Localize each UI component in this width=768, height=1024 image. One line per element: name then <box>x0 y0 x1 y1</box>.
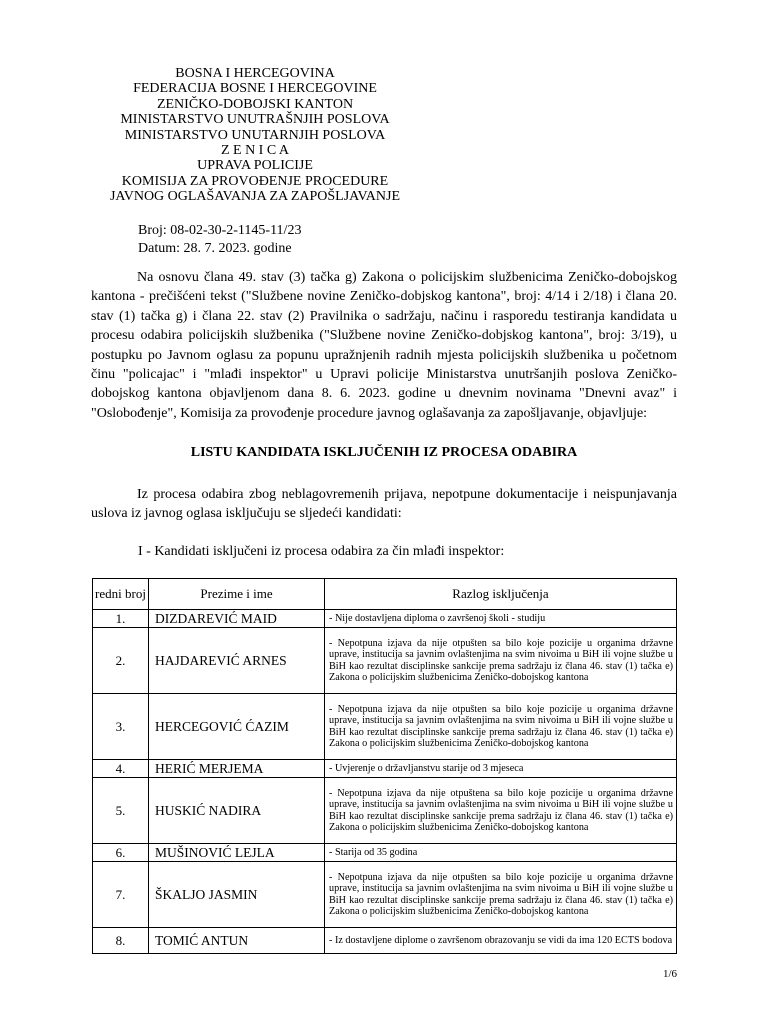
page-number: 1/6 <box>663 968 678 980</box>
row-number: 4. <box>93 760 149 778</box>
header-line: JAVNOG OGLAŠAVANJA ZA ZAPOŠLJAVANJE <box>109 189 401 205</box>
header-line: Z E N I C A <box>220 143 290 159</box>
row-number: 2. <box>93 628 149 694</box>
table-row <box>93 928 677 954</box>
row-number: 5. <box>93 778 149 844</box>
candidate-name: HERCEGOVIĆ ĆAZIM <box>149 694 325 760</box>
table-row <box>93 844 677 862</box>
row-number: 6. <box>93 844 149 862</box>
exclusion-reason: - Nepotpuna izjava da nije otpuštena sa bilo koje pozicije u organima državne uprave, institucija sa javnim ovlaštenjima na svim nivoima u BiH ili vojne službe u BiH kao rezultat disciplinske sankcije prema sadržaju iz člana 46. stav (1) tačka e) Zakona o policijskim službenicima Zeničko-dobojskog kantona <box>325 778 677 844</box>
exclusion-reason: - Nepotpuna izjava da nije otpušten sa bilo koje pozicije u organima državne uprave, institucija sa javnim ovlaštenjima na svim nivoima u BiH ili vojne službe u BiH kao rezultat disciplinske sankcije prema sadržaju iz člana 46. stav (1) tačka e) Zakona o policijskim službenicima Zeničko-dobojskog kantona <box>325 694 677 760</box>
candidate-name: TOMIĆ ANTUN <box>149 928 325 954</box>
row-number: 8. <box>93 928 149 954</box>
row-number: 3. <box>93 694 149 760</box>
document-date: Datum: 28. 7. 2023. godine <box>138 241 292 256</box>
exclusion-reason: - Uvjerenje o državljanstvu starije od 3 mjeseca <box>325 760 677 778</box>
header-no: redni broj <box>93 579 149 610</box>
header-line: MINISTARSTVO UNUTARNJIH POSLOVA <box>124 127 386 143</box>
reference-number: Broj: 08-02-30-2-1145-11/23 <box>138 223 302 238</box>
header-line: BOSNA I HERCEGOVINA <box>175 66 335 81</box>
candidate-name: HUSKIĆ NADIRA <box>149 778 325 844</box>
section-heading: I - Kandidati isključeni iz procesa odabira za čin mlađi inspektor: <box>138 544 505 559</box>
header-reason: Razlog isključenja <box>325 579 677 610</box>
exclusion-reason: - Iz dostavljene diplome o završenom obrazovanju se vidi da ima 120 ECTS bodova <box>325 928 677 954</box>
row-number: 7. <box>93 862 149 928</box>
excluded-candidates-table <box>92 578 677 954</box>
table-row <box>93 628 677 694</box>
table-header-row <box>93 579 677 610</box>
document-title: LISTU KANDIDATA ISKLJUČENIH IZ PROCESA ODABIRA <box>190 445 578 460</box>
exclusion-reason: - Nepotpuna izjava da nije otpušten sa bilo koje pozicije u organima državne uprave, institucija sa javnim ovlaštenjima na svim nivoima u BiH ili vojne službe u BiH kao rezultat disciplinske sankcije prema sadržaju iz člana 46. stav (1) tačka e) Zakona o policijskim službenicima Zeničko-dobojskog kantona <box>325 628 677 694</box>
table-row <box>93 694 677 760</box>
table-row <box>93 610 677 628</box>
candidate-name: DIZDAREVIĆ MAID <box>149 610 325 628</box>
header-line: ZENIČKO-DOBOJSKI KANTON <box>156 96 354 112</box>
candidate-name: ŠKALJO JASMIN <box>149 862 325 928</box>
exclusion-reason: - Nije dostavljena diploma o završenoj školi - studiju <box>325 610 677 628</box>
candidate-name: MUŠINOVIĆ LEJLA <box>149 844 325 862</box>
table-row <box>93 778 677 844</box>
document-header <box>95 66 415 205</box>
header-line: FEDERACIJA BOSNE I HERCEGOVINE <box>133 81 377 97</box>
candidate-name: HAJDAREVIĆ ARNES <box>149 628 325 694</box>
header-line: KOMISIJA ZA PROVOĐENJE PROCEDURE <box>121 173 389 189</box>
exclusion-reason: - Starija od 35 godina <box>325 844 677 862</box>
header-name: Prezime i ime <box>149 579 325 610</box>
candidate-name: HERIĆ MERJEMA <box>149 760 325 778</box>
exclusion-paragraph: Iz procesa odabira zbog neblagovremenih prijava, nepotpune dokumentacije i neispunjavanja uslova iz javnog oglasa isključuju se sljedeći kandidati: <box>91 487 677 521</box>
table-row <box>93 862 677 928</box>
intro-paragraph: Na osnovu člana 49. stav (3) tačka g) Zakona o policijskim službenicima Zeničko-dobojskog kantona - prečišćeni tekst ("Službene novine Zeničko-dobjskog kantona", broj: 4/14 i 2/18) i člana 20. stav (1) tačka g) i člana 22. stav (2) Pravilnika o sadržaju, načinu i rasporedu testiranja kandidata u procesu odabira policijskih službenika ("Službene novine Zeničko-dobjskog kantona", broj: 3/19), u postupku po Javnom oglasu za popunu upražnjenih radnih mjesta policijskih službenika u početnom činu "policajac" i "mlađi inspektor" u Upravi policije Ministarstva unutršanjih poslova Zeničko-dobojskog kantona objavljenom dana 8. 6. 2023. godine u dnevnim novinama "Dnevni avaz" i "Oslobođenje", Komisija za provođenje procedure javnog oglašavanja za zapošljavanje, objavljuje: <box>91 270 677 421</box>
document-references <box>138 222 301 258</box>
header-line: MINISTARSTVO UNUTRAŠNJIH POSLOVA <box>120 112 390 128</box>
header-line: UPRAVA POLICIJE <box>197 158 313 174</box>
exclusion-reason: - Nepotpuna izjava da nije otpušten sa bilo koje pozicije u organima državne uprave, institucija sa javnim ovlaštenjima na svim nivoima u BiH ili vojne službe u BiH kao rezultat disciplinske sankcije prema sadržaju iz člana 46. stav (1) tačka e) Zakona o policijskim službenicima Zeničko-dobojskog kantona <box>325 862 677 928</box>
row-number: 1. <box>93 610 149 628</box>
table-row <box>93 760 677 778</box>
